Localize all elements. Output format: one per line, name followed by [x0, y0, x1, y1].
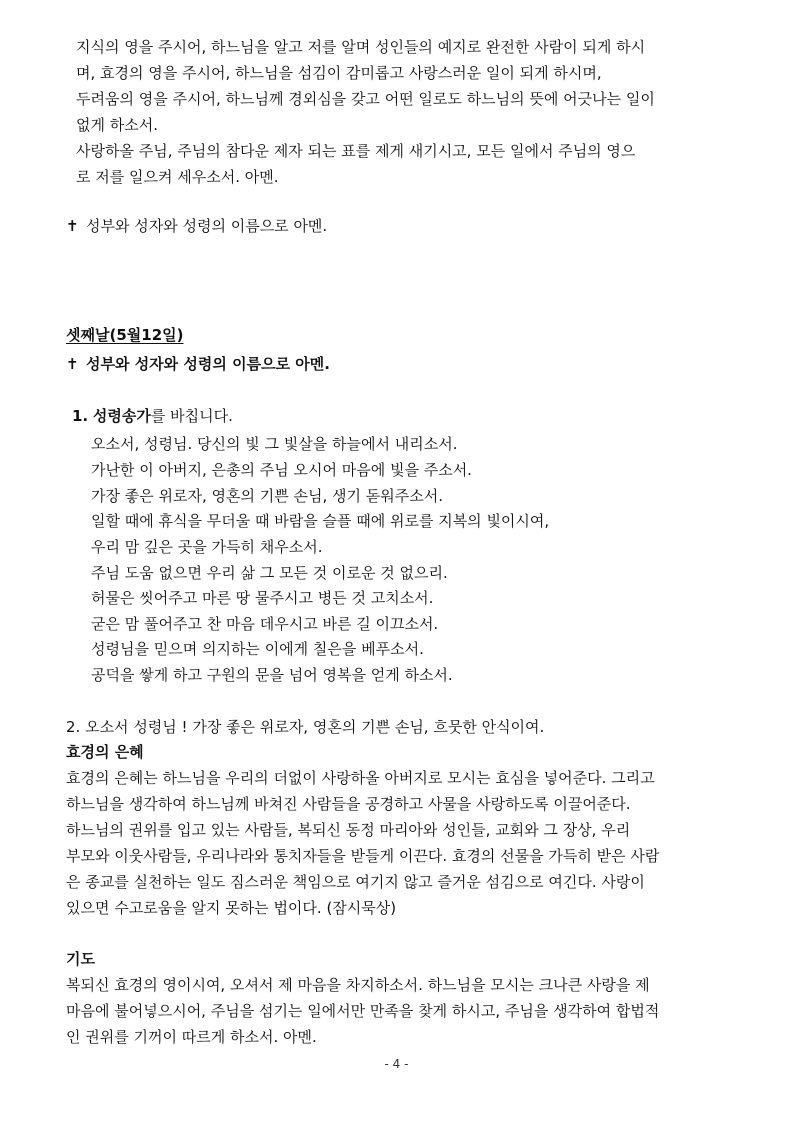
hymn-line: 가난한 이 아버지, 은총의 주님 오시어 마음에 빛을 주소서.: [91, 461, 472, 479]
prayer-line: 인 권위를 기꺼이 따르게 하소서. 아멘.: [66, 1028, 317, 1046]
day-heading: 셋째날(5월12일): [66, 326, 184, 344]
cross-icon: ✝: [66, 355, 79, 373]
hymn-line: 굳은 맘 풀어주고 찬 마음 데우시고 바른 길 이끄소서.: [91, 615, 439, 633]
hymn-line: 성령님을 믿으며 의지하는 이에게 칠은을 베푸소서.: [91, 640, 424, 658]
prayer-line: 복되신 효경의 영이시여, 오셔서 제 마음을 차지하소서. 하느님을 모시는 크나큰 사랑을 제: [66, 976, 650, 994]
body-line: 하느님을 생각하여 하느님께 바쳐진 사람들을 공경하고 사물을 사랑하도록 이끌어준다.: [66, 795, 631, 813]
cross-icon: ✝: [66, 217, 79, 235]
day-opening-text: 성부와 성자와 성령의 이름으로 아멘.: [86, 355, 330, 373]
prayer-line: 마음에 불어넣으시어, 주님을 섬기는 일에서만 만족을 찾게 하시고, 주님을 생각하여 합법적: [66, 1002, 660, 1020]
hymn-line: 주님 도움 없으면 우리 삶 그 모든 것 이로운 것 없으리.: [91, 564, 448, 582]
intro-closing: [66, 216, 327, 236]
body-line: 은 종교를 실천하는 일도 짐스러운 책임으로 여기지 않고 즐거운 섬김으로 여긴다. 사랑이: [66, 873, 645, 891]
intro-prayer-line: 사랑하올 주님, 주님의 참다운 제자 되는 표를 제게 새기시고, 모든 일에서 주님의 영으: [76, 142, 636, 160]
intro-prayer-line: 며, 효경의 영을 주시어, 하느님을 섬김이 감미롭고 사랑스러운 일이 되게 하시며,: [76, 64, 602, 82]
page-number: - 4 -: [384, 1057, 409, 1071]
hymn-line: 일할 때에 휴식을 무더울 때 바람을 슬플 때에 위로를 지복의 빛이시여,: [91, 512, 550, 530]
section-1-title-bold: 성령송가: [92, 407, 151, 425]
section-1-title: [72, 406, 233, 426]
intro-prayer-line: 두려움의 영을 주시어, 하느님께 경외심을 갖고 어떤 일로도 하느님의 뜻에 어긋나는 일이: [76, 90, 655, 108]
day-opening: [66, 354, 330, 374]
section-1-title-rest: 를 바칩니다.: [150, 407, 233, 425]
section-1-number: 1.: [72, 407, 89, 425]
hymn-line: 공덕을 쌓게 하고 구원의 문을 넘어 영복을 얻게 하소서.: [91, 666, 453, 684]
intro-prayer-line: 없게 하소서.: [76, 116, 158, 134]
prayer-heading: 기도: [66, 950, 95, 968]
body-line: 부모와 이웃사람들, 우리나라와 통치자들을 받들게 이끈다. 효경의 선물을 가득히 받은 사람: [66, 847, 660, 865]
hymn-line: 허물은 씻어주고 마른 땅 물주시고 병든 것 고치소서.: [91, 589, 434, 607]
body-line: 하느님의 권위를 입고 있는 사람들, 복되신 동정 마리아와 성인들, 교회와 그 장상, 우리: [66, 821, 631, 839]
section-2-line: 2. 오소서 성령님 ! 가장 좋은 위로자, 영혼의 기쁜 손님, 흐뭇한 안식이여.: [66, 718, 545, 736]
intro-prayer-line: 로 저를 일으켜 세우소서. 아멘.: [76, 168, 279, 186]
intro-closing-text: 성부와 성자와 성령의 이름으로 아멘.: [86, 217, 328, 235]
body-line: 효경의 은혜는 하느님을 우리의 더없이 사랑하올 아버지로 모시는 효심을 넣어준다. 그리고: [66, 769, 655, 787]
hymn-line: 가장 좋은 위로자, 영혼의 기쁜 손님, 생기 돋워주소서.: [91, 487, 443, 505]
hymn-line: 우리 맘 깊은 곳을 가득히 채우소서.: [91, 538, 323, 556]
section-2-subheading: 효경의 은혜: [66, 743, 144, 761]
hymn-line: 오소서, 성령님. 당신의 빛 그 빛살을 하늘에서 내리소서.: [91, 435, 458, 453]
body-line: 있으면 수고로움을 알지 못하는 법이다. (잠시묵상): [66, 899, 397, 917]
intro-prayer-line: 지식의 영을 주시어, 하느님을 알고 저를 알며 성인들의 예지로 완전한 사람이 되게 하시: [76, 38, 646, 56]
